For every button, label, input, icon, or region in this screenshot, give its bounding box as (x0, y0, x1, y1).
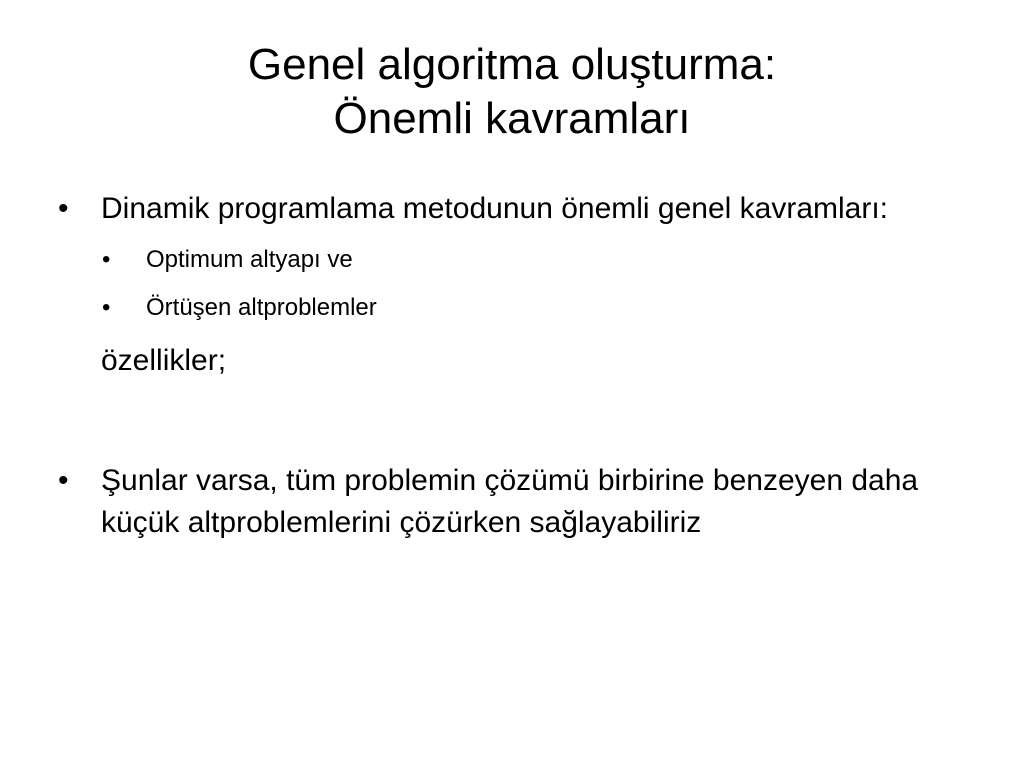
sub-bullet-item (58, 236, 938, 284)
bullet-item-2 (58, 460, 938, 544)
bullet-text-2: Şunlar varsa, tüm problemin çözümü birbirine benzeyen daha küçük altproblemlerini çözürken sağlayabiliriz (101, 464, 919, 539)
sub-bullet-text: Optimum altyapı ve (146, 246, 353, 273)
bullet-text-1: Dinamik programlama metodunun önemli genel kavramları: (101, 192, 889, 225)
bullet-item-1 (58, 188, 938, 230)
sub-bullet-text: Örtüşen altproblemler (146, 294, 377, 321)
continuation-text: özellikler; (101, 344, 227, 377)
bullet-icon: • (58, 192, 69, 225)
spacer (58, 382, 938, 460)
bullet-icon: • (58, 464, 69, 497)
sub-bullet-list (58, 236, 938, 332)
title-line-2: Önemli kavramları (333, 94, 691, 143)
slide-title (0, 38, 1024, 146)
title-line-1: Genel algoritma oluşturma: (247, 40, 777, 89)
slide-body (58, 188, 938, 544)
bullet-icon: • (102, 294, 111, 321)
bullet-icon: • (102, 246, 111, 273)
sub-bullet-item (58, 284, 938, 332)
